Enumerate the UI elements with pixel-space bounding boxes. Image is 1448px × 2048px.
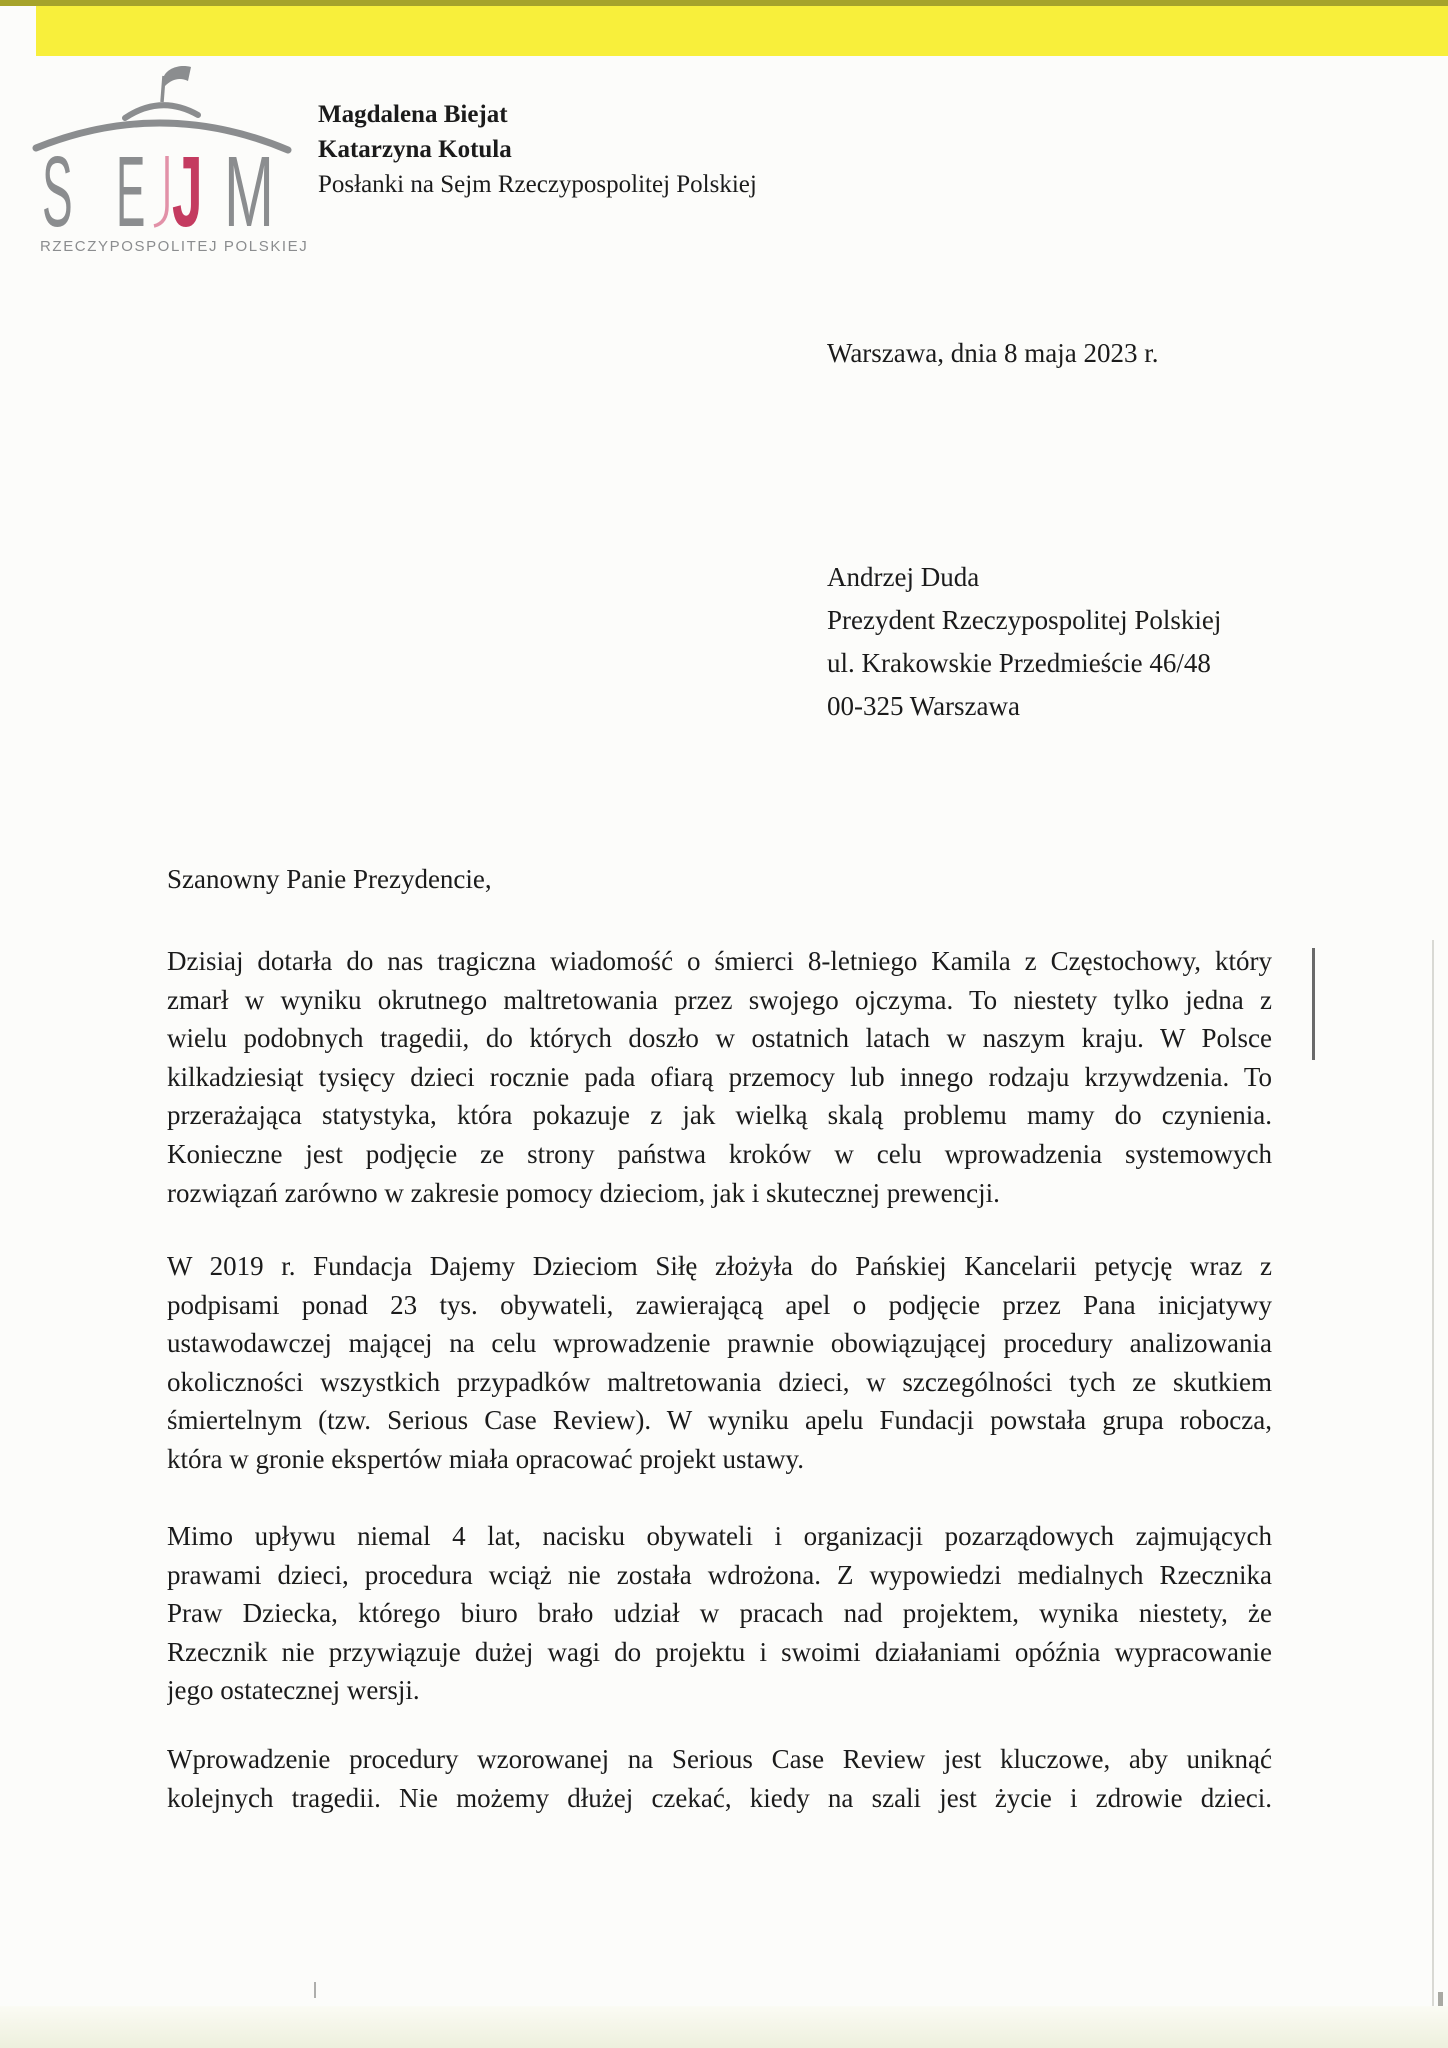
svg-text:J: J	[172, 136, 203, 240]
paragraph-line: ustawodawczej mającej na celu wprowadzenie prawnie obowiązującej procedury analizowania	[167, 1328, 1272, 1359]
paragraph-line: wielu podobnych tragedii, do których doszło w ostatnich latach w naszym kraju. W Polsce	[167, 1023, 1272, 1054]
paragraph-line: Mimo upływu niemal 4 lat, nacisku obywateli i organizacji pozarządowych zajmujących	[167, 1521, 1272, 1551]
dateline: Warszawa, dnia 8 maja 2023 r.	[827, 338, 1159, 368]
sender-name-2: Katarzyna Kotula	[318, 136, 512, 163]
paragraph-line: Konieczne jest podjęcie ze strony państwa kroków w celu wprowadzenia systemowych	[167, 1138, 1272, 1169]
logo-letter-e	[116, 137, 145, 240]
logo-dome-small-arc	[125, 105, 198, 118]
paragraph-line: Dzisiaj dotarła do nas tragiczna wiadomość o śmierci 8-letniego Kamila z Częstochowy, który	[167, 946, 1272, 976]
logo-flag-pole	[162, 76, 164, 102]
recipient-title: Prezydent Rzeczypospolitej Polskiej	[827, 605, 1222, 635]
logo-letter-s	[42, 137, 73, 240]
logo-letter-j	[172, 137, 203, 240]
paragraph-line: rozwiązań zarówno w zakresie pomocy dzieciom, jak i skutecznej prewencji.	[167, 1177, 1000, 1208]
salutation: Szanowny Panie Prezydencie,	[167, 864, 492, 894]
logo-letter-j-thin-stroke	[154, 156, 167, 226]
sender-block	[318, 97, 757, 202]
scan-artifact-line	[1312, 948, 1315, 1060]
paragraph-line: Praw Dziecka, którego biuro brało udział w pracach nad projektem, wynika niestety, że	[167, 1598, 1272, 1629]
svg-text:M: M	[224, 136, 274, 240]
svg-text:S: S	[42, 137, 73, 240]
paragraph-line: Wprowadzenie procedury wzorowanej na Serious Case Review jest kluczowe, aby uniknąć	[167, 1744, 1272, 1774]
paragraph-line: okoliczności wszystkich przypadków maltretowania dzieci, w szczególności tych ze skutkiem	[167, 1366, 1272, 1397]
paragraph-line: która w gronie ekspertów miała opracować projekt ustawy.	[167, 1443, 805, 1474]
paragraph-line: W 2019 r. Fundacja Dajemy Dzieciom Siłę złożyła do Pańskiej Kancelarii petycję wraz z	[167, 1251, 1272, 1281]
logo-letter-m	[224, 136, 274, 240]
paragraph-3	[167, 1517, 1272, 1710]
paragraph-line: prawami dzieci, procedura wciąż nie została wdrożona. Z wypowiedzi medialnych Rzecznika	[167, 1559, 1272, 1590]
bottom-scan-strip	[0, 2006, 1448, 2048]
recipient-name: Andrzej Duda	[827, 562, 980, 592]
sejm-logo	[28, 60, 300, 240]
recipient-city: 00-325 Warszawa	[827, 691, 1021, 721]
yellow-highlight-bar-top	[36, 6, 1448, 56]
paragraph-line: kolejnych tragedii. Nie możemy dłużej czekać, kiedy na szali jest życie i zdrowie dzieci.	[167, 1782, 1272, 1813]
paragraph-line: śmiertelnym (tzw. Serious Case Review). W wyniku apelu Fundacji powstała grupa robocza,	[167, 1405, 1272, 1436]
paragraph-line: Rzecznik nie przywiązuje dużej wagi do projektu i swoimi działaniami opóźnia wypracowanie	[167, 1636, 1272, 1667]
paragraph-line: zmarł w wyniku okrutnego maltretowania przez swojego ojczyma. To niestety tylko jedna z	[167, 984, 1272, 1015]
logo-flag-icon	[164, 66, 191, 86]
sender-name-1: Magdalena Biejat	[318, 101, 508, 128]
scan-artifact-line	[1432, 940, 1434, 2020]
paragraph-4	[167, 1740, 1272, 1817]
recipient-street: ul. Krakowskie Przedmieście 46/48	[827, 648, 1211, 678]
recipient-block	[827, 556, 1221, 728]
paragraph-1	[167, 942, 1272, 1212]
logo-caption: RZECZYPOSPOLITEJ POLSKIEJ	[40, 238, 309, 255]
paragraph-line: kilkadziesiąt tysięcy dzieci rocznie pada ofiarą przemocy lub innego rodzaju krzywdzenia. To	[167, 1061, 1272, 1092]
paragraph-line: jego ostatecznej wersji.	[167, 1675, 420, 1706]
paragraph-2	[167, 1247, 1272, 1479]
svg-text:E: E	[116, 136, 146, 240]
paragraph-line: podpisami ponad 23 tys. obywateli, zawierającą apel o podjęcie przez Pana inicjatywy	[167, 1289, 1272, 1320]
paragraph-line: przerażająca statystyka, która pokazuje z jak wielką skalą problemu mamy do czynienia.	[167, 1100, 1272, 1131]
sender-role: Posłanki na Sejm Rzeczypospolitej Polskiej	[318, 171, 757, 198]
scan-artifact-tick	[314, 1982, 316, 1998]
